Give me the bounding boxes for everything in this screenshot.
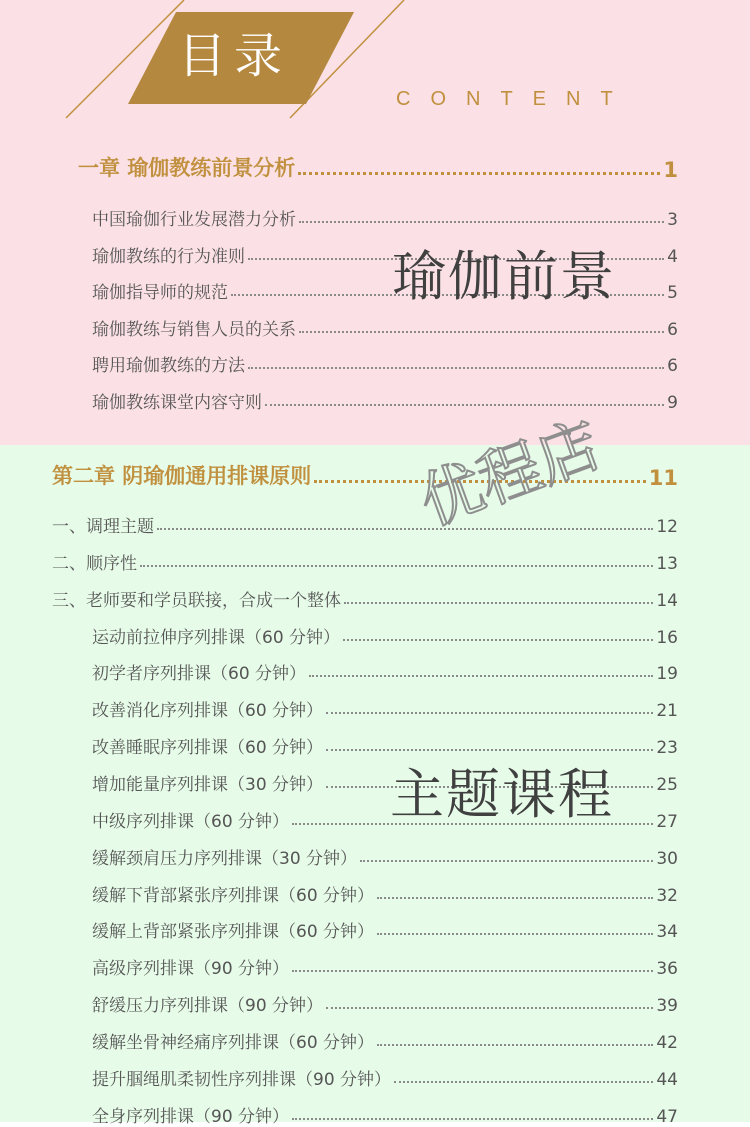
leader-dots bbox=[292, 1118, 653, 1120]
toc-entry-label: 舒缓压力序列排课（90 分钟） bbox=[92, 996, 324, 1017]
toc-entry-label: 缓解下背部紧张序列排课（60 分钟） bbox=[92, 885, 375, 906]
toc-entry-page: 32 bbox=[656, 885, 678, 906]
toc-entry-label: 聘用瑜伽教练的方法 bbox=[92, 356, 245, 376]
leader-dots bbox=[299, 221, 664, 223]
chapter-1-title: 一章 瑜伽教练前景分析 bbox=[78, 156, 296, 180]
toc-entry bbox=[92, 876, 678, 906]
toc-entry bbox=[92, 346, 678, 376]
toc-entry-page: 44 bbox=[656, 1069, 678, 1090]
leader-dots bbox=[377, 1044, 653, 1046]
toc-entry-label: 瑜伽教练与销售人员的关系 bbox=[92, 319, 296, 340]
toc-entry bbox=[92, 912, 678, 942]
toc-entry bbox=[92, 618, 678, 648]
chapter-1-heading bbox=[78, 152, 678, 182]
chapter-2-title: 第二章 阴瑜伽通用排课原则 bbox=[52, 464, 312, 488]
leader-dots bbox=[326, 712, 653, 714]
toc-entry bbox=[92, 1023, 678, 1053]
toc-entry-page: 14 bbox=[656, 590, 678, 611]
toc-entry bbox=[92, 1060, 678, 1090]
toc-entry-label: 缓解颈肩压力序列排课（30 分钟） bbox=[92, 848, 358, 869]
leader-dots bbox=[299, 331, 664, 333]
leader-dots bbox=[344, 602, 653, 604]
toc-entry-page: 4 bbox=[667, 246, 678, 267]
toc-entry bbox=[92, 1097, 678, 1127]
toc-entry-label: 提升腘绳肌柔韧性序列排课（90 分钟） bbox=[92, 1069, 392, 1090]
toc-entry bbox=[92, 949, 678, 979]
toc-entry-label: 中国瑜伽行业发展潜力分析 bbox=[92, 210, 296, 230]
leader-dots bbox=[377, 933, 653, 935]
chapter-1-page: 1 bbox=[663, 158, 678, 182]
overlay-yoga-prospects: 瑜伽前景 bbox=[392, 245, 616, 308]
toc-entry-label: 增加能量序列排课（30 分钟） bbox=[92, 774, 324, 795]
leader-dots bbox=[309, 675, 653, 677]
leader-dots bbox=[248, 367, 664, 369]
toc-entry-page: 5 bbox=[667, 283, 678, 303]
leader-dots bbox=[326, 1007, 653, 1009]
toc-entry-label: 瑜伽教练课堂内容守则 bbox=[92, 392, 262, 413]
overlay-store-text: 优程店 bbox=[410, 407, 611, 540]
toc-entry-page: 30 bbox=[656, 848, 678, 869]
toc-entry bbox=[92, 654, 678, 684]
toc-entry-page: 25 bbox=[656, 774, 678, 795]
toc-entry bbox=[92, 310, 678, 340]
toc-entry-label: 改善消化序列排课（60 分钟） bbox=[92, 701, 324, 722]
toc-entry-label: 三、老师要和学员联接，合成一个整体 bbox=[52, 590, 341, 611]
toc-entry-page: 6 bbox=[667, 356, 678, 376]
toc-entry-label: 二、顺序性 bbox=[52, 553, 137, 574]
toc-entry-page: 21 bbox=[656, 701, 678, 722]
toc-entry-label: 缓解坐骨神经痛序列排课（60 分钟） bbox=[92, 1032, 375, 1053]
toc-entry-page: 12 bbox=[656, 517, 678, 537]
leader-dots bbox=[394, 1081, 653, 1083]
leader-dots bbox=[377, 897, 653, 899]
header-decoration bbox=[0, 0, 750, 140]
leader-dots bbox=[360, 860, 653, 862]
toc-entry-page: 39 bbox=[656, 996, 678, 1017]
leader-dots bbox=[343, 639, 653, 641]
toc-entry bbox=[92, 691, 678, 721]
toc-entry-page: 16 bbox=[656, 627, 678, 648]
leader-dots bbox=[292, 970, 653, 972]
leader-dots bbox=[326, 749, 653, 751]
toc-entry-label: 一、调理主题 bbox=[52, 517, 154, 537]
toc-entry-label: 全身序列排课（90 分钟） bbox=[92, 1106, 290, 1127]
toc-entry-page: 34 bbox=[656, 922, 678, 943]
toc-entry-page: 13 bbox=[656, 553, 678, 574]
toc-entry-label: 瑜伽指导师的规范 bbox=[92, 283, 228, 303]
toc-entry bbox=[52, 581, 678, 611]
chapter-2-page: 11 bbox=[648, 466, 678, 490]
toc-entry-page: 47 bbox=[656, 1106, 678, 1127]
page-title: 目录 bbox=[178, 28, 291, 84]
toc-entry bbox=[92, 839, 678, 869]
leader-dots bbox=[298, 172, 660, 175]
toc-entry-page: 36 bbox=[656, 959, 678, 980]
toc-entry-page: 42 bbox=[656, 1032, 678, 1053]
toc-entry-page: 19 bbox=[656, 664, 678, 685]
toc-entry bbox=[92, 200, 678, 230]
leader-dots bbox=[140, 565, 653, 567]
toc-entry-label: 初学者序列排课（60 分钟） bbox=[92, 664, 307, 685]
toc-entry-page: 9 bbox=[667, 392, 678, 413]
toc-entry bbox=[92, 986, 678, 1016]
toc-entry-page: 6 bbox=[667, 319, 678, 340]
toc-entry-page: 3 bbox=[667, 210, 678, 230]
toc-entry-label: 高级序列排课（90 分钟） bbox=[92, 959, 290, 980]
toc-entry-page: 23 bbox=[656, 738, 678, 759]
toc-entry-page: 27 bbox=[656, 811, 678, 832]
toc-entry-label: 瑜伽教练的行为准则 bbox=[92, 246, 245, 267]
toc-entry-label: 中级序列排课（60 分钟） bbox=[92, 811, 290, 832]
toc-entry-label: 改善睡眠序列排课（60 分钟） bbox=[92, 738, 324, 759]
toc-entry-label: 运动前拉伸序列排课（60 分钟） bbox=[92, 627, 341, 648]
toc-entry-label: 缓解上背部紧张序列排课（60 分钟） bbox=[92, 922, 375, 943]
toc-entry bbox=[52, 544, 678, 574]
overlay-store-watermark bbox=[384, 400, 634, 540]
page-subtitle: CONTENT bbox=[396, 88, 633, 110]
overlay-theme-courses: 主题课程 bbox=[390, 763, 614, 826]
